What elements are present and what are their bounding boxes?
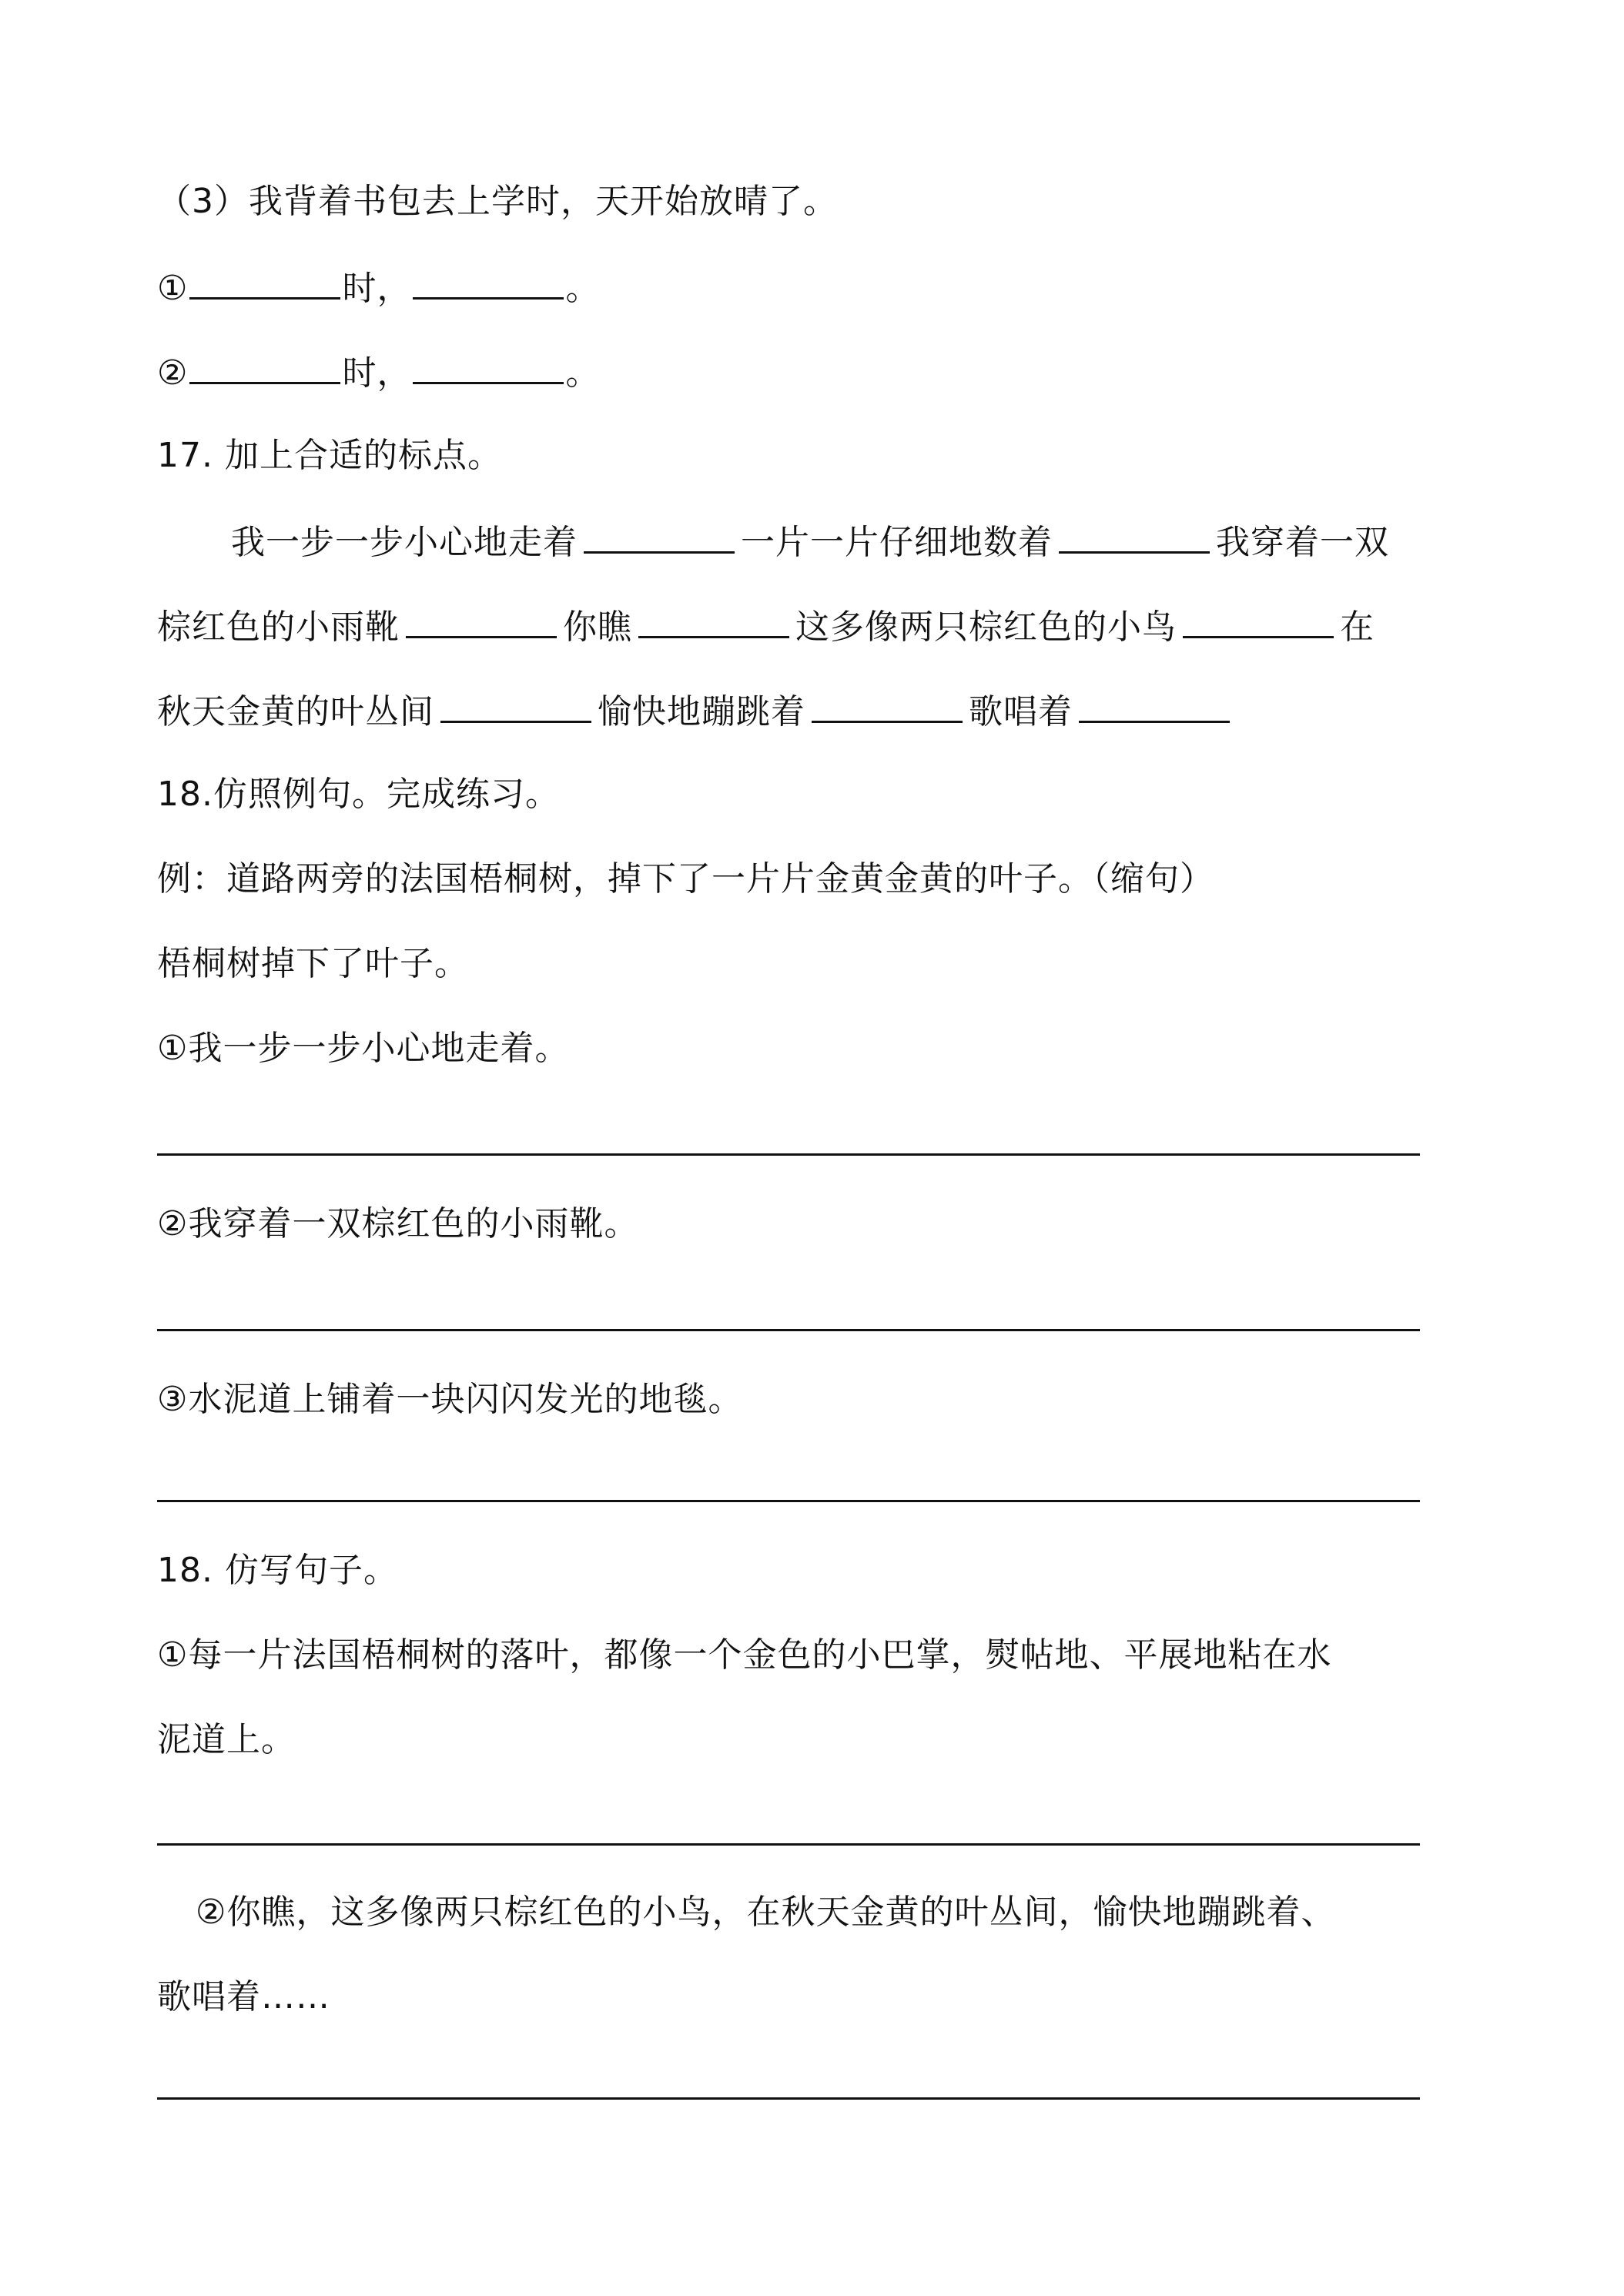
item-mid-text: 时，: [342, 269, 412, 308]
q18b-item2-line2: 歌唱着……: [157, 1977, 330, 2017]
passage-segment: 愉快地蹦跳着: [598, 692, 805, 731]
passage-segment: 我一步一步小心地走着: [231, 523, 578, 562]
punctuation-blank[interactable]: [1079, 687, 1230, 723]
q18a-item1: ①我一步一步小心地走着。: [157, 1029, 570, 1068]
punctuation-blank[interactable]: [1059, 517, 1210, 554]
q17-passage-line2: [157, 602, 1375, 651]
answer-line[interactable]: [157, 2097, 1420, 2100]
passage-segment: 我穿着一双: [1216, 523, 1389, 562]
q16-3-item2: [157, 348, 600, 397]
q18b-item1-line2: 泥道上。: [157, 1720, 296, 1759]
item-mid-text: 时，: [342, 353, 412, 393]
item-marker: ②: [157, 353, 189, 393]
q18b-title: 18. 仿写句子。: [157, 1551, 398, 1590]
answer-line[interactable]: [157, 1843, 1420, 1846]
passage-segment: 一片一片仔细地数着: [741, 523, 1053, 562]
item-marker: ①: [157, 269, 189, 308]
item-end-text: 。: [565, 353, 601, 393]
fill-blank[interactable]: [189, 263, 340, 300]
passage-segment: 在: [1340, 607, 1375, 647]
punctuation-blank[interactable]: [1183, 602, 1334, 638]
q17-title: 17. 加上合适的标点。: [157, 436, 502, 475]
q16-3-item1: [157, 263, 600, 312]
q18a-example: 例：道路两旁的法国梧桐树，掉下了一片片金黄金黄的叶子。（缩句）: [157, 859, 1214, 899]
passage-segment: 你瞧: [563, 607, 632, 647]
fill-blank[interactable]: [189, 348, 340, 384]
passage-segment: 这多像两只棕红色的小鸟: [795, 607, 1177, 647]
q17-passage-line1: [231, 517, 1389, 566]
answer-line[interactable]: [157, 1153, 1420, 1156]
answer-line[interactable]: [157, 1329, 1420, 1331]
punctuation-blank[interactable]: [584, 517, 735, 554]
q18a-item3: ③水泥道上铺着一块闪闪发光的地毯。: [157, 1380, 743, 1419]
q18a-item2: ②我穿着一双棕红色的小雨靴。: [157, 1204, 639, 1243]
passage-segment: 秋天金黄的叶丛间: [157, 692, 434, 731]
punctuation-blank[interactable]: [812, 687, 963, 723]
q17-passage-line3: [157, 687, 1236, 735]
q18b-item2-line1: ②你瞧，这多像两只棕红色的小鸟，在秋天金黄的叶丛间，愉快地蹦跳着、: [196, 1893, 1336, 1932]
punctuation-blank[interactable]: [406, 602, 557, 638]
q16-3-prompt: （3）我背着书包去上学时，天开始放晴了。: [157, 182, 838, 221]
q18b-item1-line1: ①每一片法国梧桐树的落叶，都像一个金色的小巴掌，熨帖地、平展地粘在水: [157, 1635, 1332, 1675]
passage-segment: 歌唱着: [969, 692, 1073, 731]
answer-line[interactable]: [157, 1500, 1420, 1502]
punctuation-blank[interactable]: [440, 687, 591, 723]
q18a-title: 18.仿照例句。完成练习。: [157, 775, 560, 814]
item-end-text: 。: [565, 269, 601, 308]
q18a-example-answer: 梧桐树掉下了叶子。: [157, 944, 469, 983]
fill-blank[interactable]: [413, 263, 564, 300]
punctuation-blank[interactable]: [638, 602, 789, 638]
fill-blank[interactable]: [413, 348, 564, 384]
passage-segment: 棕红色的小雨靴: [157, 607, 400, 647]
